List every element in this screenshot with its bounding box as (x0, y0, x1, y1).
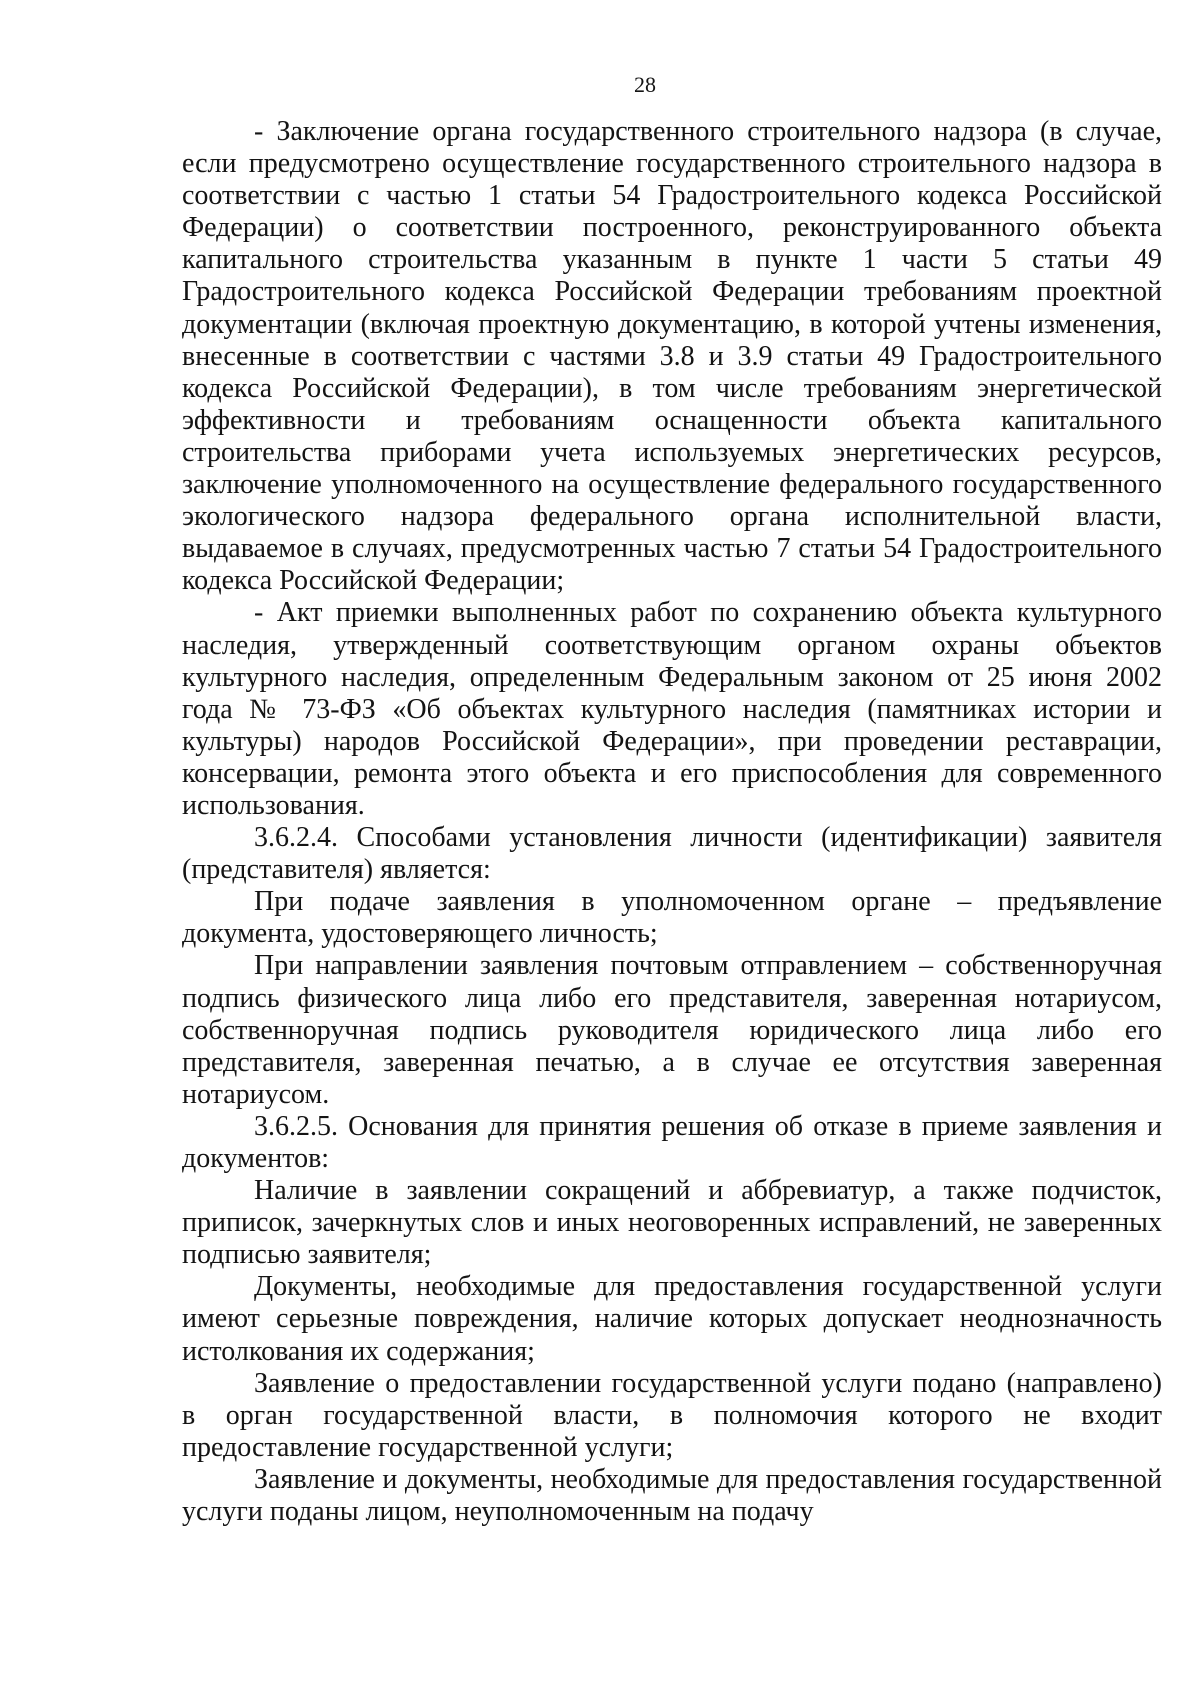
page-number: 28 (634, 72, 656, 97)
paragraph-refusal-abbreviations-corrections: Наличие в заявлении сокращений и аббревиатур, а также подчисток, приписок, зачеркнутых слов и иных неоговоренных исправлений, не заверенных подписью заявителя; (182, 1175, 1162, 1271)
paragraph-refusal-damaged-documents: Документы, необходимые для предоставления государственной услуги имеют серьезные повреждения, наличие которых допускает неоднозначность истолкования их содержания; (182, 1271, 1162, 1367)
paragraph-3-6-2-4-identification-methods: 3.6.2.4. Способами установления личности (идентификации) заявителя (представителя) является: (182, 822, 1162, 886)
paragraph-refusal-wrong-authority: Заявление о предоставлении государственной услуги подано (направлено) в орган государственной власти, в полномочия которого не входит предоставление государственной услуги; (182, 1367, 1162, 1463)
paragraph-construction-supervision-conclusion: - Заключение органа государственного строительного надзора (в случае, если предусмотрено осуществление государственного строительного надзора в соответствии с частью 1 статьи 54 Градостроительного кодекса Российской Федерации) о соответствии построенного, реконструированного объекта капитального строительства указанным в пункте 1 части 5 статьи 49 Градостроительного кодекса Российской Федерации требованиям проектной документации (включая проектную документацию, в которой учтены изменения, внесенные в соответствии с частями 3.8 и 3.9 статьи 49 Градостроительного кодекса Российской Федерации), в том числе требованиям энергетической эффективности и требованиям оснащенности объекта капитального строительства приборами учета используемых энергетических ресурсов, заключение уполномоченного на осуществление федерального государственного экологического надзора федерального органа исполнительной власти, выдаваемое в случаях, предусмотренных частью 7 статьи 54 Градостроительного кодекса Российской Федерации; (182, 116, 1162, 597)
document-body (182, 116, 1162, 1528)
paragraph-identification-by-mail: При направлении заявления почтовым отправлением – собственноручная подпись физического лица либо его представителя, заверенная нотариусом, собственноручная подпись руководителя юридического лица либо его представителя, заверенная печатью, а в случае ее отсутствия заверенная нотариусом. (182, 950, 1162, 1110)
paragraph-refusal-unauthorized-person: Заявление и документы, необходимые для предоставления государственной услуги поданы лицом, неуполномоченным на подачу (182, 1463, 1162, 1528)
paragraph-cultural-heritage-act: - Акт приемки выполненных работ по сохранению объекта культурного наследия, утвержденный соответствующим органом охраны объектов культурного наследия, определенным Федеральным законом от 25 июня 2002 года № 73-ФЗ «Об объектах культурного наследия (памятниках истории и культуры) народов Российской Федерации», при проведении реставрации, консервации, ремонта этого объекта и его приспособления для современного использования. (182, 597, 1162, 821)
paragraph-3-6-2-5-refusal-grounds: 3.6.2.5. Основания для принятия решения об отказе в приеме заявления и документов: (182, 1110, 1162, 1174)
paragraph-identification-in-person: При подаче заявления в уполномоченном органе – предъявление документа, удостоверяющего личность; (182, 886, 1162, 950)
